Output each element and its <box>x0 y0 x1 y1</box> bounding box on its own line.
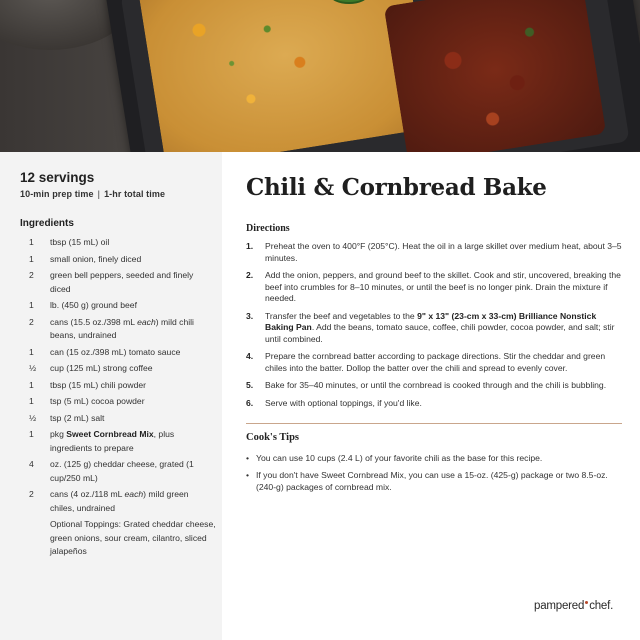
ingredient-item <box>20 362 212 376</box>
ingredient-text: can (15 oz./398 mL) tomato sauce <box>50 346 181 357</box>
tip-item <box>246 452 626 464</box>
step-text <box>265 311 626 346</box>
ingredient-qty: ½ <box>29 363 37 373</box>
step-text-bold: 9" x 13" (23-cm x 33-cm) Brilliance Nonstick Baking Pan <box>265 310 597 332</box>
ingredient-qty: 2 <box>29 489 34 499</box>
ingredient-text: tsp (2 mL) salt <box>50 412 105 423</box>
ingredient-qty: 1 <box>29 379 34 390</box>
ingredients-heading: Ingredients <box>20 218 74 229</box>
ingredient-text: oz. (125 g) cheddar cheese, grated (1 cup/250 mL) <box>50 459 194 483</box>
step-text: Preheat the oven to 400°F (205°C). Heat the oil in a large skillet over medium heat, about 3–5 minutes. <box>265 241 622 263</box>
ingredient-text-pre: cans (4 oz./118 mL <box>50 489 125 499</box>
ingredient-qty: 2 <box>29 316 34 327</box>
logo-dot-icon <box>585 601 588 604</box>
step-number: 3. <box>246 310 254 321</box>
ingredient-text <box>50 428 212 455</box>
directions-heading: Directions <box>246 223 290 234</box>
direction-step <box>246 380 626 392</box>
ingredient-item <box>20 412 212 426</box>
ingredient-qty: 2 <box>29 270 34 280</box>
direction-step <box>246 398 626 410</box>
cooks-tips-heading: Cook's Tips <box>246 432 300 443</box>
ingredient-item <box>20 316 212 343</box>
ingredient-text: tbsp (15 mL) oil <box>50 237 110 247</box>
direction-step <box>246 351 626 374</box>
ingredient-text: tsp (5 mL) cocoa powder <box>50 396 145 406</box>
section-divider <box>246 423 622 424</box>
ingredient-qty: 4 <box>29 459 34 469</box>
step-text-pre: Transfer the beef and vegetables to the <box>265 310 418 321</box>
step-number: 2. <box>246 270 254 280</box>
ingredient-item <box>20 379 212 393</box>
step-number: 5. <box>246 380 254 390</box>
ingredient-item <box>20 236 212 250</box>
bullet-icon: • <box>246 453 250 463</box>
ingredient-item <box>20 458 212 485</box>
chili-filling <box>384 0 607 152</box>
step-number: 1. <box>246 241 254 251</box>
step-text: Serve with optional toppings, if you'd like. <box>265 397 422 408</box>
tip-text: If you don't have Sweet Cornbread Mix, you can use a 15-oz. (425-g) package or two 8.5-oz. (240-g) packages of cornbread mix. <box>256 470 608 492</box>
directions-list <box>246 241 626 409</box>
ingredient-text: small onion, finely diced <box>50 253 142 264</box>
logo-text-part1: pampered <box>534 600 585 612</box>
time-info <box>20 189 212 199</box>
logo-text-part2: chef. <box>589 600 614 612</box>
step-text: Prepare the cornbread batter according to package directions. Stir the cheddar and green chiles into the batter. Dollop the batter over the chili and spread to evenly cover. <box>265 351 606 373</box>
prep-time: 10-min prep time <box>20 189 94 199</box>
ingredient-item <box>20 428 212 455</box>
step-text-post: . Add the beans, tomato sauce, coffee, chili powder, cocoa powder, and salt; stir until combined. <box>265 322 615 344</box>
hero-photo <box>0 0 640 152</box>
direction-step <box>246 241 626 264</box>
ingredient-text: cup (125 mL) strong coffee <box>50 363 153 373</box>
ingredient-text-pre: cans (15.5 oz./398 mL <box>50 316 138 327</box>
ingredient-text-post: , plus ingredients to prepare <box>50 429 175 453</box>
ingredient-qty: ½ <box>29 412 37 423</box>
pampered-chef-logo <box>534 600 613 612</box>
step-number: 6. <box>246 397 254 408</box>
ingredient-text-emphasis: each <box>137 316 156 327</box>
ingredient-qty: 1 <box>29 346 34 357</box>
step-text: Bake for 35–40 minutes, or until the cornbread is cooked through and the chili is bubbling. <box>265 380 607 390</box>
servings: 12 servings <box>20 170 95 185</box>
ingredient-qty: 1 <box>29 237 34 247</box>
ingredient-text-bold: Sweet Cornbread Mix <box>66 429 154 439</box>
step-text: Add the onion, peppers, and ground beef to the skillet. Cook and stir, uncovered, breaking the beef into crumbles for 8–10 minutes, or until the beef is no longer pink. Drain the mixture if needed. <box>265 270 621 303</box>
ingredient-item <box>20 253 212 267</box>
direction-step <box>246 270 626 305</box>
tip-text: You can use 10 cups (2.4 L) of your favorite chili as the base for this recipe. <box>256 453 543 463</box>
ingredient-item <box>20 299 212 313</box>
recipe-sidebar <box>0 152 222 640</box>
ingredient-text-post: ) mild chili beans, undrained <box>50 316 194 340</box>
time-separator: | <box>97 189 101 199</box>
ingredient-text <box>50 316 212 343</box>
optional-toppings: Optional Toppings: Grated cheddar cheese, green onions, sour cream, cilantro, sliced jalapeños <box>50 519 216 556</box>
ingredient-text: lb. (450 g) ground beef <box>50 300 137 310</box>
bullet-icon: • <box>246 470 250 480</box>
recipe-main <box>246 152 626 498</box>
cooks-tips-list <box>246 452 626 493</box>
ingredient-qty: 1 <box>29 429 34 439</box>
ingredient-item <box>20 346 212 360</box>
ingredient-text-post: ) mild green chiles, undrained <box>50 489 189 513</box>
ingredient-qty: 1 <box>29 253 34 264</box>
tip-item <box>246 469 626 493</box>
ingredient-item <box>20 269 212 296</box>
ingredient-text: green bell peppers, seeded and finely diced <box>50 270 194 294</box>
ingredient-text: tbsp (15 mL) chili powder <box>50 379 147 390</box>
ingredient-list <box>20 236 212 515</box>
ingredient-item <box>20 488 212 515</box>
ingredient-text <box>50 488 212 515</box>
ingredient-text-pre: pkg <box>50 429 67 439</box>
ingredient-qty: 1 <box>29 396 34 406</box>
ingredient-text-emphasis: each <box>124 489 144 499</box>
ingredient-qty: 1 <box>29 300 34 310</box>
direction-step <box>246 311 626 346</box>
recipe-title: Chili & Cornbread Bake <box>246 174 547 201</box>
ingredient-item <box>20 395 212 409</box>
step-number: 4. <box>246 351 254 361</box>
total-time: 1-hr total time <box>104 189 166 199</box>
